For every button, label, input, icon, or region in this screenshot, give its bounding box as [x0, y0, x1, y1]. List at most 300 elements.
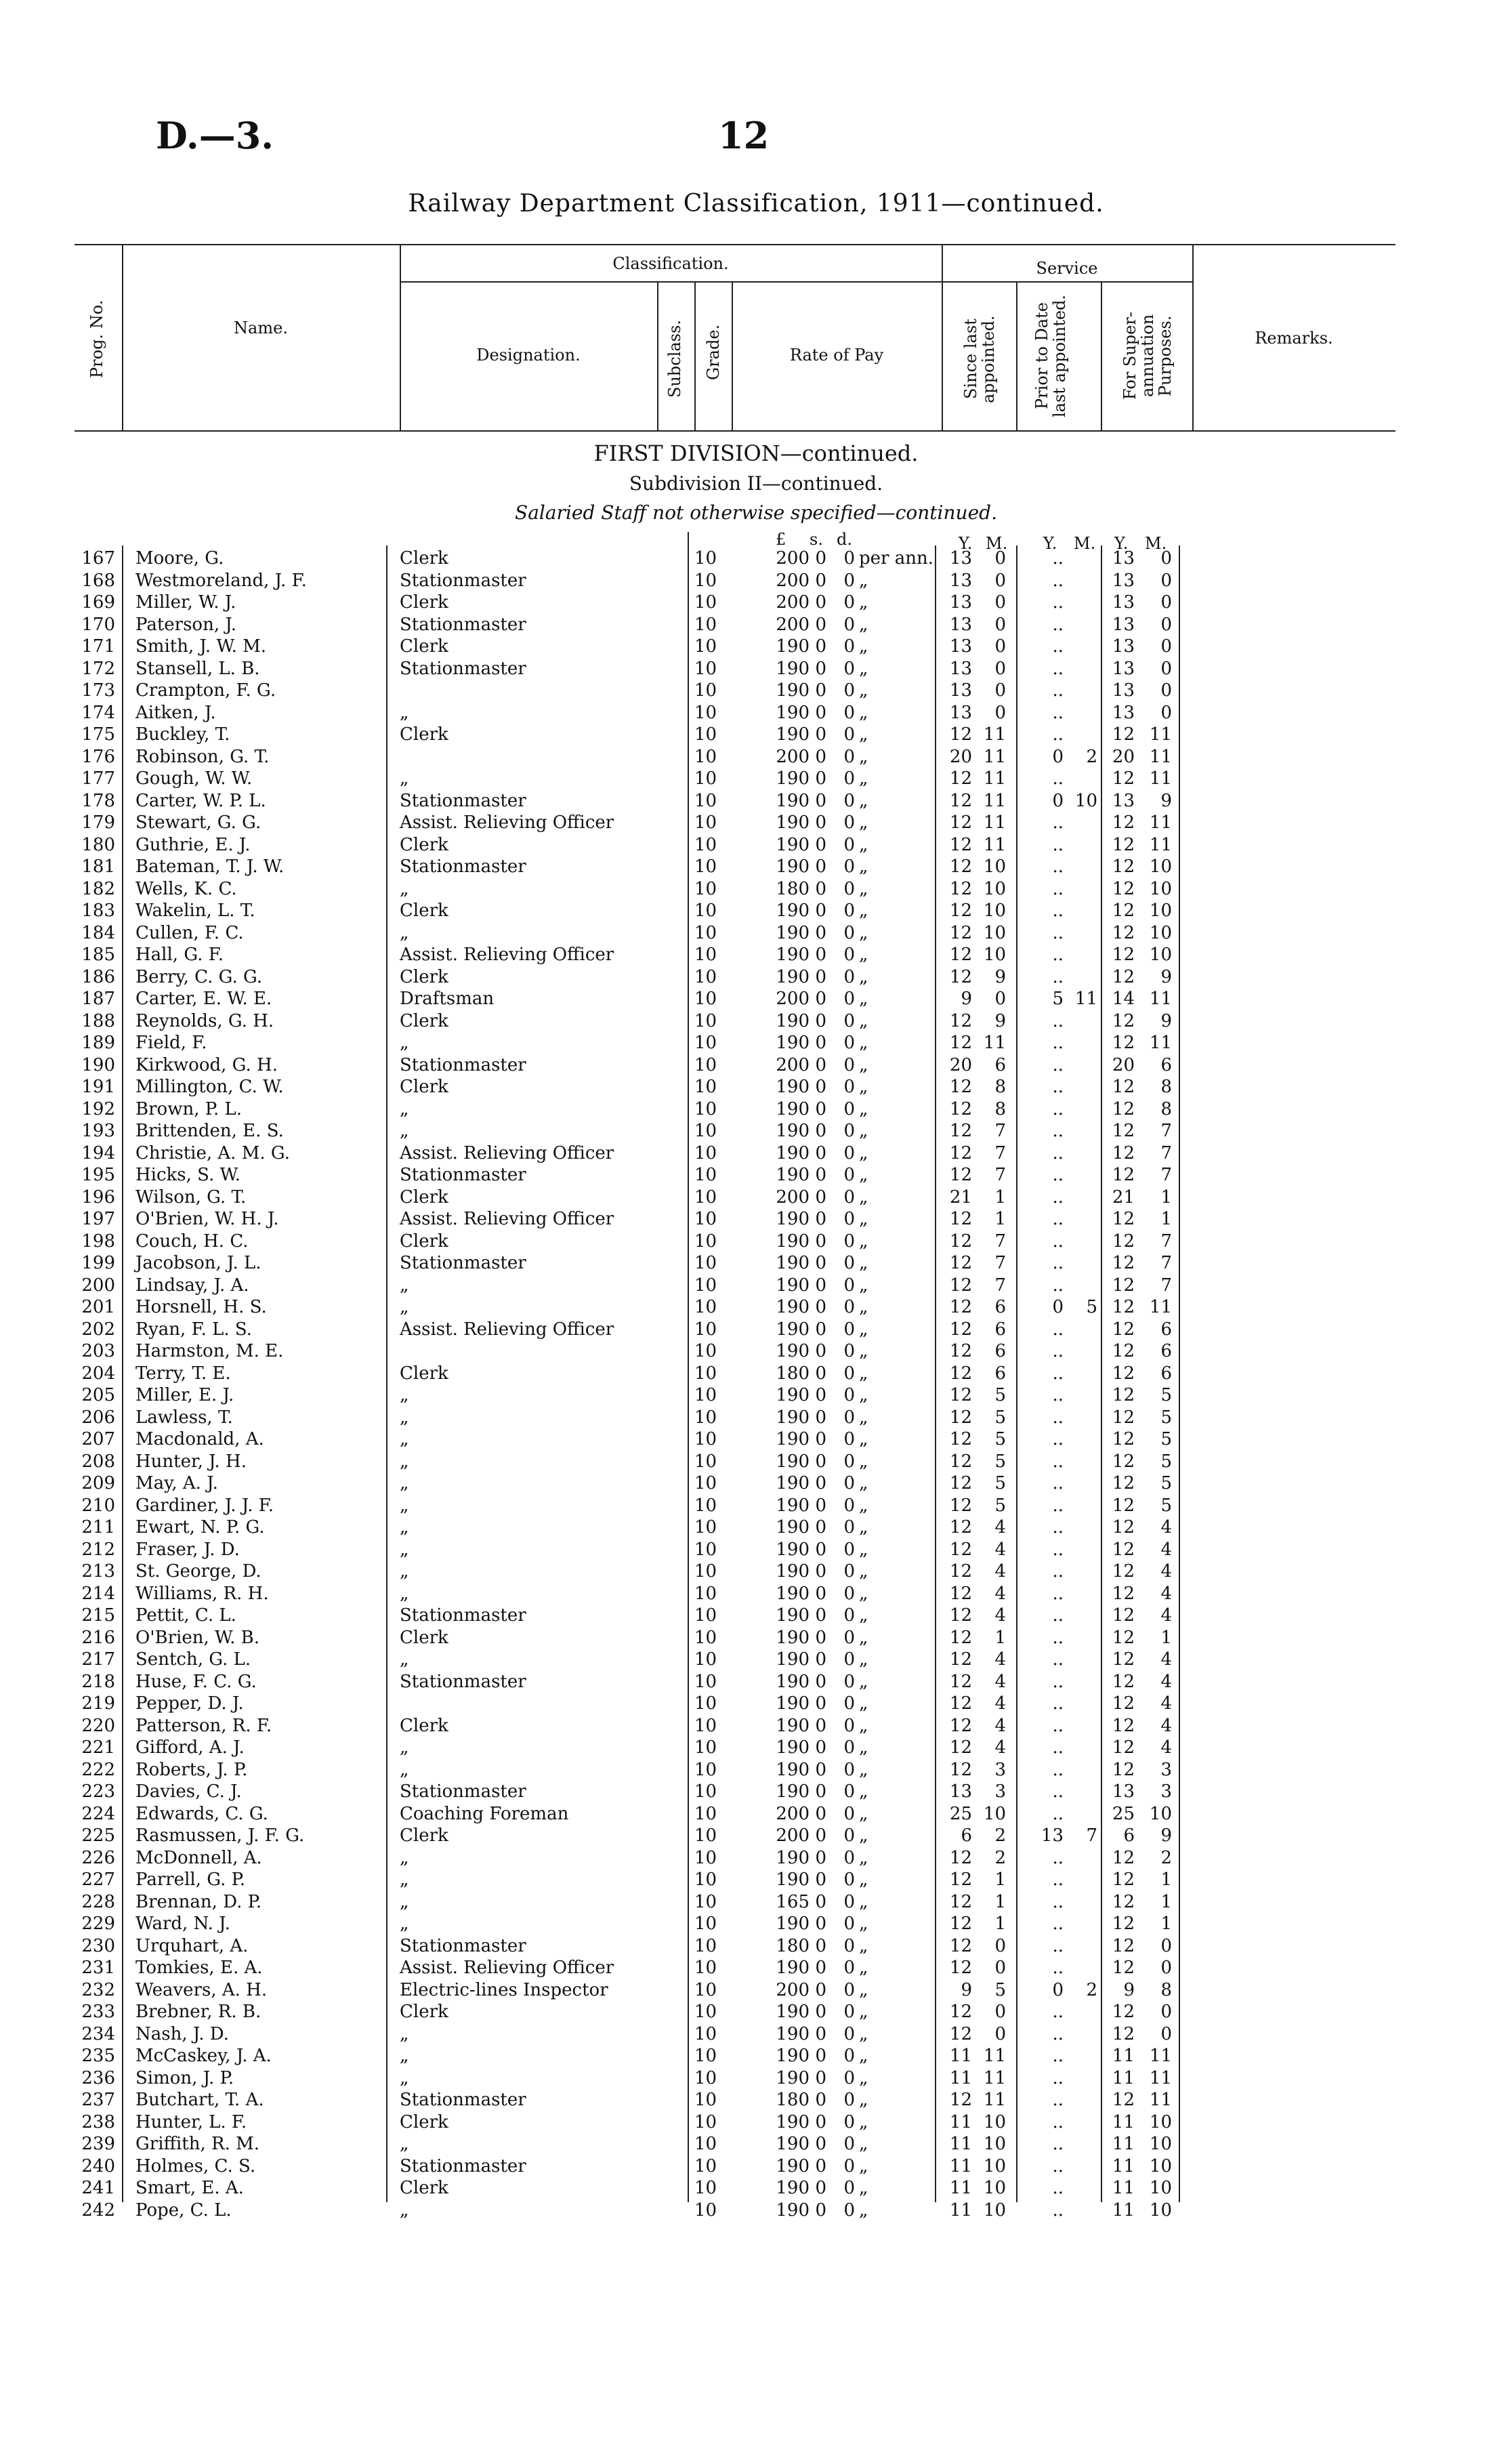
pay-pence: 0 [843, 1979, 855, 2000]
super-months: 8 [1160, 1098, 1172, 1119]
super-months: 10 [1149, 878, 1172, 899]
staff-name: Ewart, N. P. G. [135, 1517, 265, 1537]
prior-years: .. [1052, 1209, 1064, 1229]
since-months: 10 [983, 2178, 1006, 2198]
super-months: 11 [1149, 812, 1172, 833]
pay-shillings: 0 [815, 1958, 826, 1978]
pay-pounds: 190 [776, 1033, 810, 1053]
pay-pence: 0 [843, 1186, 855, 1207]
pay-pence: 0 [843, 1759, 855, 1780]
pay-pounds: 200 [776, 592, 810, 613]
since-months: 4 [994, 1693, 1006, 1714]
super-months: 11 [1149, 724, 1172, 745]
pay-shillings: 0 [815, 1891, 826, 1912]
since-months: 4 [994, 1539, 1006, 1560]
staff-name: O'Brien, W. B. [135, 1627, 260, 1648]
designation: Draftsman [400, 989, 495, 1009]
since-years: 13 [949, 592, 972, 613]
staff-name: Robinson, G. T. [135, 746, 270, 767]
pay-period: „ [859, 1825, 868, 1846]
table-row [0, 1781, 1512, 1802]
table-row [0, 1979, 1512, 2001]
prior-years: .. [1052, 1870, 1064, 1890]
pay-period: „ [859, 1958, 868, 1978]
staff-name: Brittenden, E. S. [135, 1121, 284, 1141]
pay-pence: 0 [843, 1033, 855, 1053]
designation: Assist. Relieving Officer [400, 945, 614, 965]
pay-pence: 0 [843, 768, 855, 789]
designation: Assist. Relieving Officer [400, 1319, 614, 1340]
since-months: 4 [994, 1561, 1006, 1582]
super-months: 4 [1160, 1517, 1172, 1537]
pay-pounds: 190 [776, 1231, 810, 1252]
staff-name: McDonnell, A. [135, 1847, 262, 1868]
prior-years: .. [1052, 702, 1064, 723]
pay-pounds: 190 [776, 658, 810, 679]
super-years: 25 [1112, 1803, 1135, 1824]
prior-months: 10 [1074, 790, 1097, 811]
since-years: 12 [949, 1715, 972, 1736]
prior-years: .. [1052, 1385, 1064, 1405]
table-row [0, 900, 1512, 922]
since-years: 12 [949, 1561, 972, 1582]
super-months: 5 [1160, 1495, 1172, 1516]
staff-name: Wakelin, L. T. [135, 901, 255, 921]
super-years: 11 [1112, 2067, 1135, 2088]
grade: 10 [694, 856, 717, 877]
header-rate-of-pay: Rate of Pay [789, 346, 884, 365]
since-years: 12 [949, 2002, 972, 2022]
since-months: 1 [994, 1627, 1006, 1648]
staff-name: Miller, E. J. [135, 1385, 234, 1405]
grade: 10 [694, 768, 717, 789]
prog-number: 213 [81, 1561, 115, 1582]
super-years: 11 [1112, 2178, 1135, 2198]
pay-period: „ [859, 1385, 868, 1405]
since-months: 0 [994, 680, 1006, 701]
designation: Clerk [400, 966, 448, 987]
grade: 10 [694, 1891, 717, 1912]
pay-shillings: 0 [815, 878, 826, 899]
grade: 10 [694, 1649, 717, 1670]
super-months: 4 [1160, 1583, 1172, 1604]
pay-period: „ [859, 1077, 868, 1097]
since-months: 7 [994, 1142, 1006, 1163]
table-row [0, 834, 1512, 856]
prior-years: .. [1052, 2178, 1064, 2198]
prog-number: 240 [81, 2155, 115, 2176]
prior-years: .. [1052, 901, 1064, 921]
table-row [0, 702, 1512, 724]
super-months: 7 [1160, 1121, 1172, 1141]
page-title: Railway Department Classification, 1911—continued. [408, 190, 1104, 218]
col-divider [1101, 281, 1102, 430]
pay-pounds: 190 [776, 1473, 810, 1493]
since-months: 11 [983, 1033, 1006, 1053]
since-years: 13 [949, 614, 972, 635]
pay-pounds: 190 [776, 1539, 810, 1560]
pay-pounds: 190 [776, 1495, 810, 1516]
pay-pence: 0 [843, 1231, 855, 1252]
prior-years: .. [1052, 768, 1064, 789]
since-years: 12 [949, 1935, 972, 1956]
pay-pence: 0 [843, 1297, 855, 1317]
pay-pence: 0 [843, 1121, 855, 1141]
prog-number: 242 [81, 2200, 115, 2221]
designation: „ [400, 1385, 409, 1405]
since-months: 0 [994, 548, 1006, 569]
pay-period: „ [859, 1407, 868, 1428]
designation: Clerk [400, 2002, 448, 2022]
pay-period: „ [859, 592, 868, 613]
super-months: 11 [1149, 2090, 1172, 2110]
prior-years: .. [1052, 2002, 1064, 2022]
grade: 10 [694, 614, 717, 635]
staff-name: May, A. J. [135, 1473, 218, 1493]
pay-shillings: 0 [815, 1517, 826, 1537]
pay-pence: 0 [843, 2111, 855, 2132]
pay-pounds: 190 [776, 1077, 810, 1097]
since-years: 12 [949, 1605, 972, 1626]
pay-period: „ [859, 1209, 868, 1229]
staff-name: Edwards, C. G. [135, 1803, 268, 1824]
grade: 10 [694, 1275, 717, 1296]
pay-period: „ [859, 2200, 868, 2221]
since-months: 6 [994, 1054, 1006, 1075]
staff-name: Field, F. [135, 1033, 207, 1053]
prog-number: 176 [81, 746, 115, 767]
super-months: 4 [1160, 1737, 1172, 1758]
prog-number: 196 [81, 1186, 115, 1207]
prog-number: 181 [81, 856, 115, 877]
since-years: 11 [949, 2155, 972, 2176]
pay-pounds: 190 [776, 812, 810, 833]
prior-years: .. [1052, 878, 1064, 899]
table-row [0, 1539, 1512, 1561]
pay-shillings: 0 [815, 1914, 826, 1934]
staff-name: Hunter, L. F. [135, 2111, 247, 2132]
staff-name: Kirkwood, G. H. [135, 1054, 278, 1075]
super-months: 11 [1149, 989, 1172, 1009]
designation: „ [400, 1517, 409, 1537]
pay-shillings: 0 [815, 724, 826, 745]
prior-years: .. [1052, 1935, 1064, 1956]
since-years: 20 [949, 746, 972, 767]
pay-period: „ [859, 1870, 868, 1890]
table-row [0, 812, 1512, 833]
super-years: 12 [1112, 901, 1135, 921]
grade: 10 [694, 878, 717, 899]
grade: 10 [694, 1473, 717, 1493]
pay-pence: 0 [843, 878, 855, 899]
pay-period: „ [859, 1098, 868, 1119]
super-months: 3 [1160, 1781, 1172, 1802]
super-years: 12 [1112, 1319, 1135, 1340]
pay-pence: 0 [843, 1539, 855, 1560]
pay-pence: 0 [843, 1054, 855, 1075]
super-years: 12 [1112, 1297, 1135, 1317]
prog-number: 172 [81, 658, 115, 679]
unit-months: M. [1074, 534, 1096, 553]
since-years: 13 [949, 636, 972, 657]
pay-shillings: 0 [815, 1297, 826, 1317]
staff-name: Brebner, R. B. [135, 2002, 261, 2022]
prior-years: .. [1052, 1605, 1064, 1626]
staff-name: Carter, W. P. L. [135, 790, 266, 811]
super-months: 10 [1149, 856, 1172, 877]
since-months: 11 [983, 2090, 1006, 2110]
since-months: 5 [994, 1451, 1006, 1472]
designation: „ [400, 2067, 409, 2088]
since-months: 4 [994, 1583, 1006, 1604]
table-row [0, 988, 1512, 1010]
table-row [0, 1208, 1512, 1230]
super-years: 13 [1112, 548, 1135, 569]
header-prog-no: Prog. No. [87, 300, 106, 378]
prior-years: .. [1052, 658, 1064, 679]
since-months: 0 [994, 658, 1006, 679]
header-service: Service [1036, 259, 1098, 278]
staff-name: Couch, H. C. [135, 1231, 249, 1252]
since-years: 12 [949, 1495, 972, 1516]
grade: 10 [694, 1033, 717, 1053]
super-years: 13 [1112, 1781, 1135, 1802]
pay-period: „ [859, 1715, 868, 1736]
super-years: 12 [1112, 1870, 1135, 1890]
super-years: 12 [1112, 1737, 1135, 1758]
pay-period: „ [859, 702, 868, 723]
designation: „ [400, 1759, 409, 1780]
header-for-super: For Super-annuation Purposes. [1120, 312, 1175, 400]
grade: 10 [694, 2002, 717, 2022]
pay-pence: 0 [843, 1847, 855, 1868]
table-row [0, 2111, 1512, 2133]
super-months: 7 [1160, 1165, 1172, 1185]
grade: 10 [694, 1010, 717, 1031]
page-number: 12 [718, 114, 770, 157]
designation: „ [400, 2023, 409, 2044]
pay-pence: 0 [843, 2134, 855, 2154]
since-months: 11 [983, 2067, 1006, 2088]
since-months: 0 [994, 989, 1006, 1009]
designation: „ [400, 1649, 409, 1670]
grade: 10 [694, 1627, 717, 1648]
pay-pence: 0 [843, 2067, 855, 2088]
prior-years: .. [1052, 1165, 1064, 1185]
staff-name: Fraser, J. D. [135, 1539, 240, 1560]
prior-years: .. [1052, 1231, 1064, 1252]
designation: Stationmaster [400, 856, 526, 877]
pay-shillings: 0 [815, 2178, 826, 2198]
pay-shillings: 0 [815, 1759, 826, 1780]
designation: Coaching Foreman [400, 1803, 569, 1824]
super-years: 12 [1112, 878, 1135, 899]
grade: 10 [694, 1142, 717, 1163]
super-months: 3 [1160, 1759, 1172, 1780]
super-months: 10 [1149, 2155, 1172, 2176]
prior-years: .. [1052, 1363, 1064, 1384]
pay-shillings: 0 [815, 1429, 826, 1449]
pay-period: „ [859, 1693, 868, 1714]
since-years: 9 [961, 1979, 972, 2000]
prog-number: 192 [81, 1098, 115, 1119]
grade: 10 [694, 1781, 717, 1802]
pay-period: „ [859, 1935, 868, 1956]
designation: Clerk [400, 592, 448, 613]
pay-pounds: 190 [776, 790, 810, 811]
super-months: 4 [1160, 1649, 1172, 1670]
table-row [0, 1803, 1512, 1825]
pay-period: „ [859, 1781, 868, 1802]
designation: „ [400, 922, 409, 943]
pay-pence: 0 [843, 922, 855, 943]
table-row [0, 1319, 1512, 1340]
since-years: 12 [949, 1033, 972, 1053]
since-months: 2 [994, 1847, 1006, 1868]
pay-pounds: 190 [776, 1142, 810, 1163]
designation: Clerk [400, 1231, 448, 1252]
table-row [0, 1869, 1512, 1891]
pay-shillings: 0 [815, 1671, 826, 1692]
prog-number: 236 [81, 2067, 115, 2088]
super-years: 13 [1112, 636, 1135, 657]
table-row [0, 1296, 1512, 1318]
super-years: 12 [1112, 1033, 1135, 1053]
designation: Stationmaster [400, 1165, 526, 1185]
pay-shillings: 0 [815, 966, 826, 987]
pay-period: „ [859, 1363, 868, 1384]
since-years: 13 [949, 658, 972, 679]
pay-pounds: 190 [776, 2200, 810, 2221]
staff-name: Miller, W. J. [135, 592, 236, 613]
prior-years: 0 [1052, 790, 1064, 811]
staff-name: Harmston, M. E. [135, 1341, 284, 1361]
designation: Assist. Relieving Officer [400, 1142, 614, 1163]
since-years: 12 [949, 1693, 972, 1714]
designation: Stationmaster [400, 1054, 526, 1075]
super-years: 13 [1112, 680, 1135, 701]
grade: 10 [694, 746, 717, 767]
pay-pence: 0 [843, 1319, 855, 1340]
since-years: 12 [949, 1870, 972, 1890]
pay-period: „ [859, 834, 868, 855]
header-name: Name. [234, 318, 288, 337]
designation: „ [400, 1539, 409, 1560]
prog-number: 241 [81, 2178, 115, 2198]
since-years: 12 [949, 856, 972, 877]
table-row [0, 1605, 1512, 1626]
staff-name: Ward, N. J. [135, 1914, 230, 1934]
table-row [0, 680, 1512, 701]
pay-pounds: 180 [776, 1935, 810, 1956]
pay-pence: 0 [843, 1451, 855, 1472]
pay-pence: 0 [843, 1583, 855, 1604]
prior-years: .. [1052, 1253, 1064, 1273]
grade: 10 [694, 592, 717, 613]
grade: 10 [694, 1054, 717, 1075]
designation: „ [400, 1870, 409, 1890]
col-divider [732, 281, 733, 430]
designation: „ [400, 1275, 409, 1296]
pay-period: „ [859, 1583, 868, 1604]
super-years: 12 [1112, 1341, 1135, 1361]
prior-years: .. [1052, 2023, 1064, 2044]
prior-years: .. [1052, 812, 1064, 833]
prog-number: 237 [81, 2090, 115, 2110]
since-months: 1 [994, 1914, 1006, 1934]
prog-number: 177 [81, 768, 115, 789]
pay-pence: 0 [843, 2090, 855, 2110]
super-years: 12 [1112, 768, 1135, 789]
designation: Stationmaster [400, 614, 526, 635]
staff-name: Pope, C. L. [135, 2200, 232, 2221]
pay-pounds: 190 [776, 1958, 810, 1978]
pay-shillings: 0 [815, 1693, 826, 1714]
prior-years: .. [1052, 1958, 1064, 1978]
super-months: 9 [1160, 1010, 1172, 1031]
designation: Stationmaster [400, 570, 526, 591]
since-years: 12 [949, 2023, 972, 2044]
designation: „ [400, 2134, 409, 2154]
pay-shillings: 0 [815, 1539, 826, 1560]
super-years: 11 [1112, 2200, 1135, 2221]
pay-pence: 0 [843, 680, 855, 701]
designation: Clerk [400, 548, 448, 569]
prior-years: .. [1052, 2200, 1064, 2221]
super-months: 1 [1160, 1209, 1172, 1229]
staff-name: Wilson, G. T. [135, 1186, 247, 1207]
staff-heading: Salaried Staff not otherwise specified—continued. [515, 501, 997, 524]
super-years: 12 [1112, 1077, 1135, 1097]
grade: 10 [694, 1077, 717, 1097]
table-row [0, 878, 1512, 900]
grade: 10 [694, 1561, 717, 1582]
pay-shillings: 0 [815, 1077, 826, 1097]
grade: 10 [694, 1958, 717, 1978]
grade: 10 [694, 1517, 717, 1537]
table-row [0, 1693, 1512, 1714]
super-months: 6 [1160, 1319, 1172, 1340]
staff-name: Rasmussen, J. F. G. [135, 1825, 305, 1846]
pay-shillings: 0 [815, 1627, 826, 1648]
staff-name: Nash, J. D. [135, 2023, 229, 2044]
pay-pounds: 190 [776, 1275, 810, 1296]
pay-pounds: 190 [776, 1561, 810, 1582]
since-years: 12 [949, 1077, 972, 1097]
staff-name: Hicks, S. W. [135, 1165, 241, 1185]
table-row [0, 2001, 1512, 2023]
table-row [0, 2045, 1512, 2067]
since-months: 4 [994, 1517, 1006, 1537]
division-heading: FIRST DIVISION—continued. [593, 440, 919, 466]
pay-shillings: 0 [815, 901, 826, 921]
staff-name: McCaskey, J. A. [135, 2046, 272, 2066]
pay-period: „ [859, 901, 868, 921]
document-reference: D.—3. [156, 114, 274, 157]
since-years: 12 [949, 1142, 972, 1163]
designation: „ [400, 1737, 409, 1758]
prior-months: 11 [1074, 989, 1097, 1009]
table-row [0, 1363, 1512, 1384]
designation: „ [400, 1407, 409, 1428]
pay-period: „ [859, 878, 868, 899]
prior-years: 0 [1052, 1297, 1064, 1317]
pay-period: „ [859, 2111, 868, 2132]
since-months: 0 [994, 614, 1006, 635]
since-years: 12 [949, 966, 972, 987]
prog-number: 183 [81, 901, 115, 921]
super-months: 0 [1160, 702, 1172, 723]
